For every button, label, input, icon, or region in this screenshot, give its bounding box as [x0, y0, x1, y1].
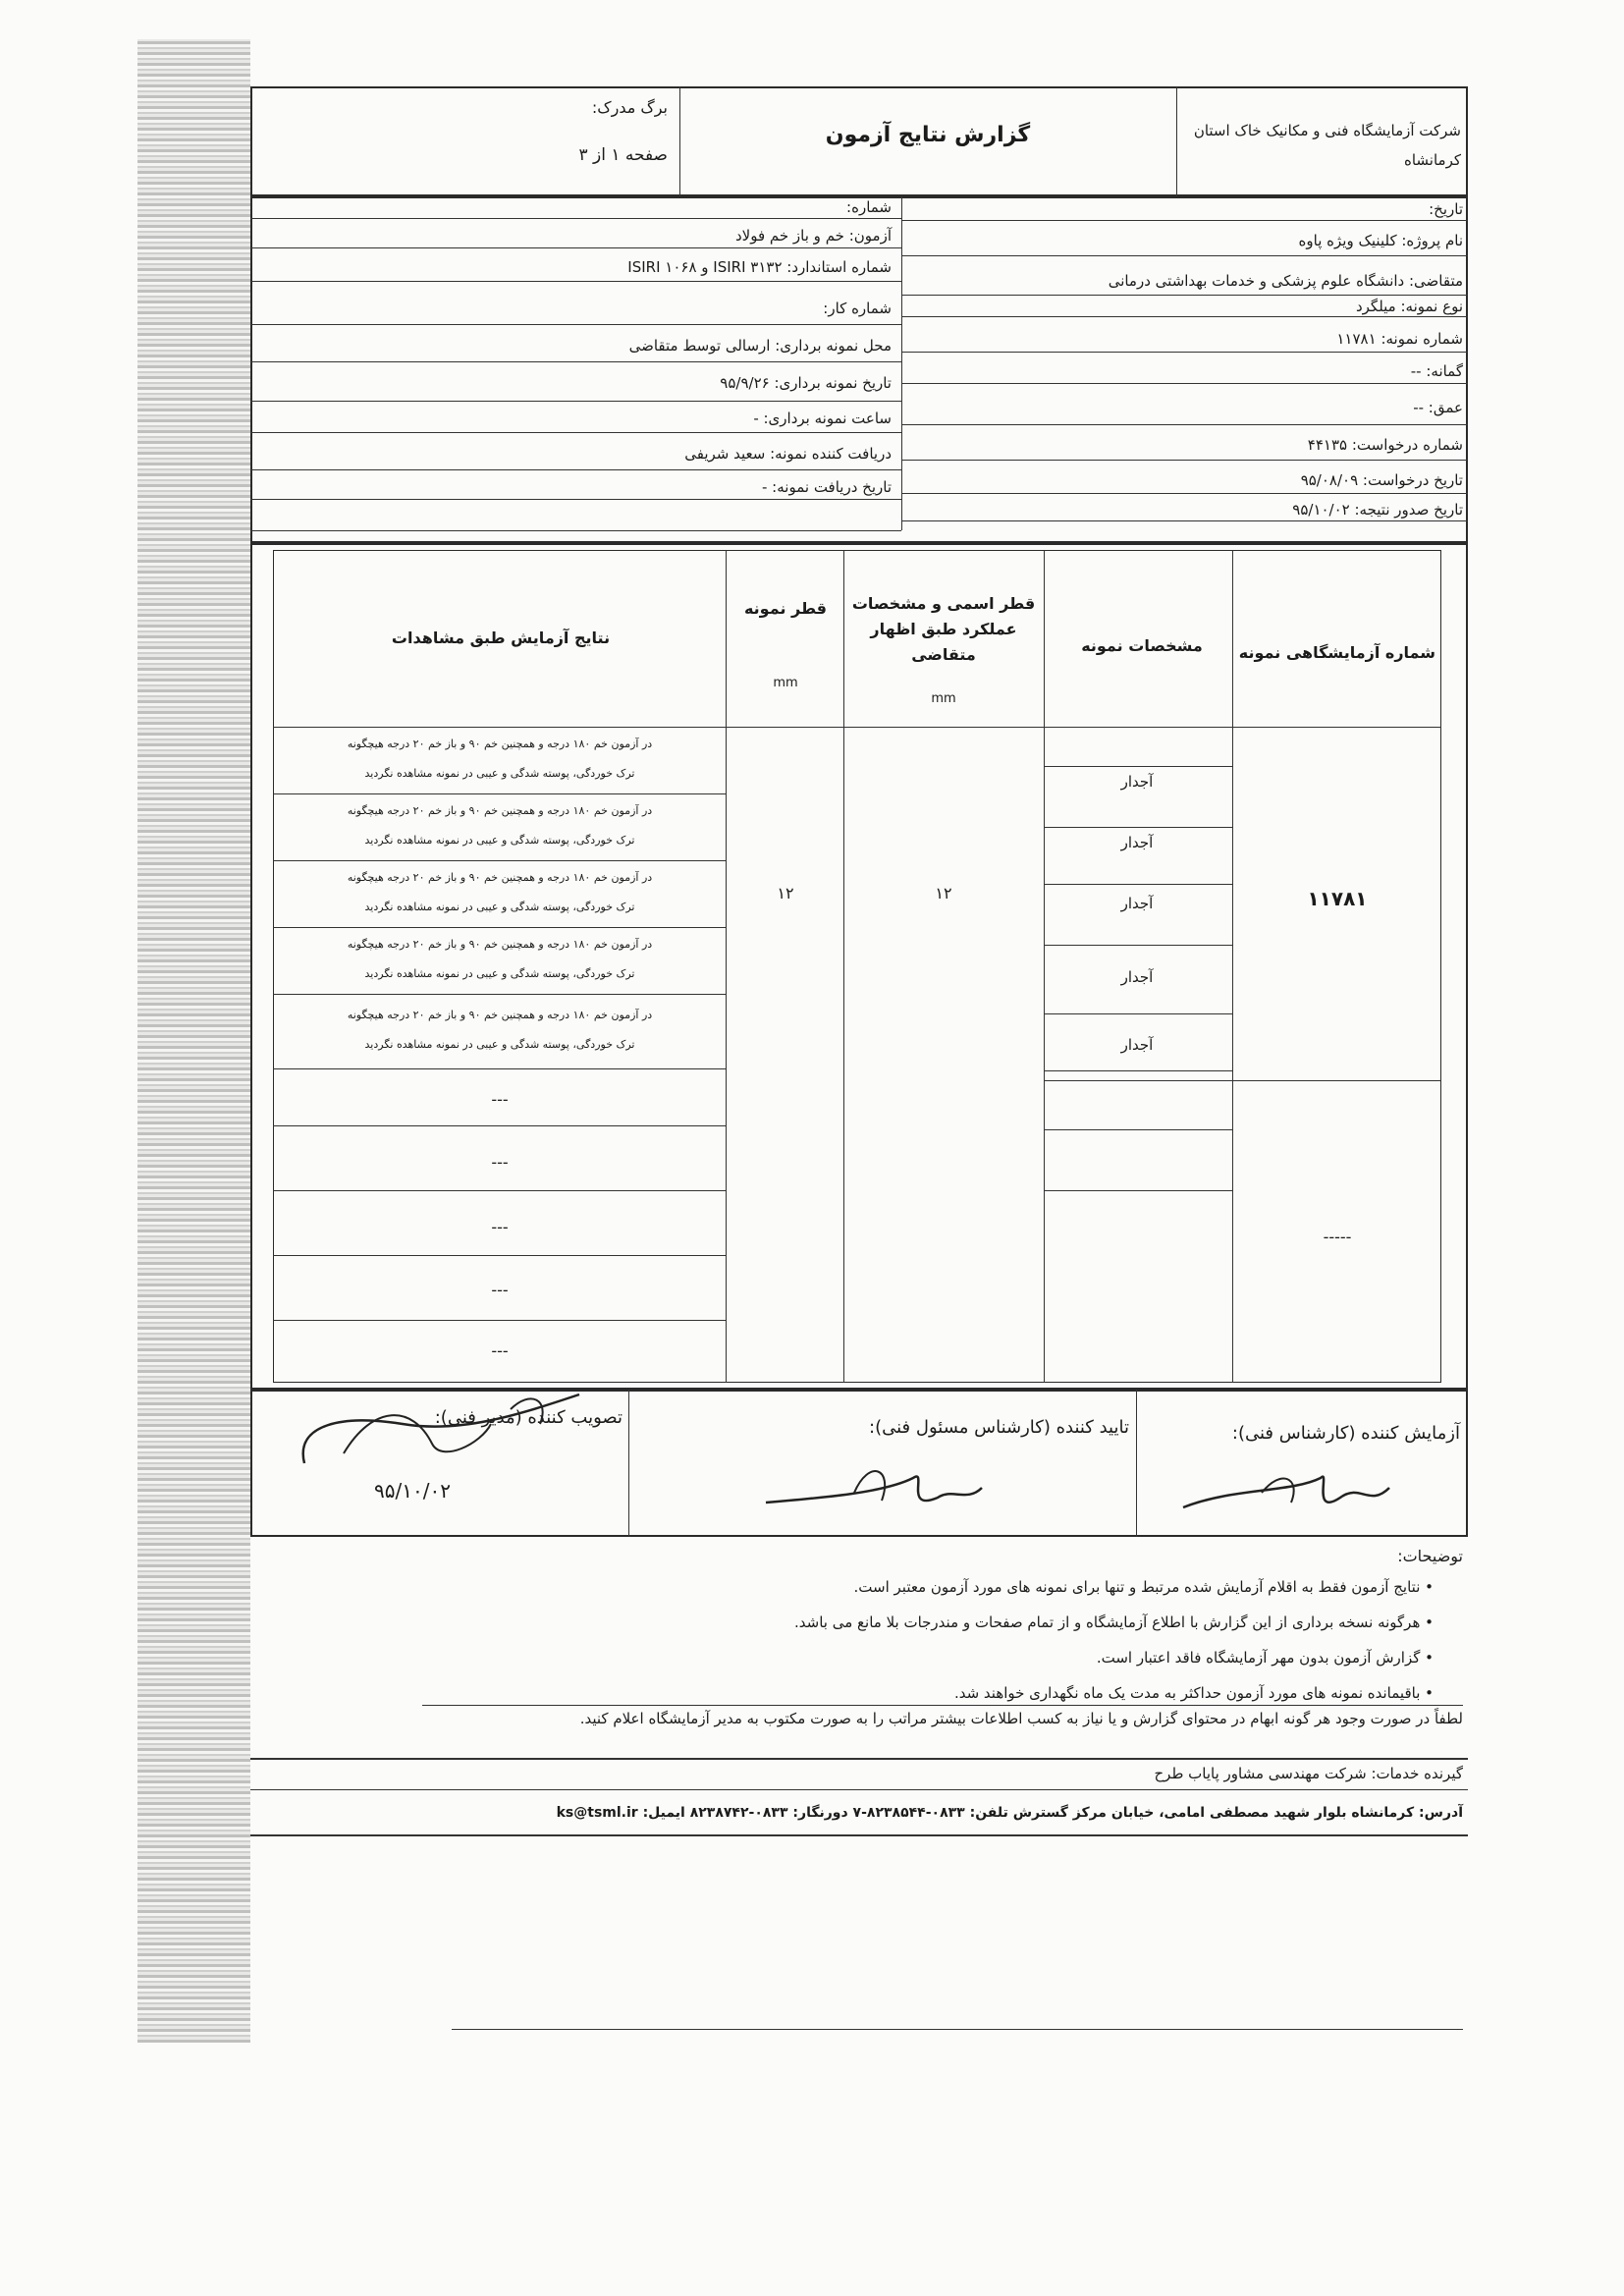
field-number: شماره:	[846, 198, 892, 216]
table-row-result: در آزمون خم ۱۸۰ درجه و همچنین خم ۹۰ و باز خم ۲۰ درجه هیچگونه	[347, 871, 653, 884]
lab-address: آدرس: کرمانشاه بلوار شهید مصطفی امامی، خیابان مرکز گسترش تلفن: ۰۸۳۳-۸۲۳۸۵۴۴-۷ دورنگار: ۰۸۳۳-۸۲۳۸۷۴۲ ایمیل: ks@tsml.ir	[556, 1805, 1463, 1821]
report-title: گزارش نتایج آزمون	[825, 123, 1031, 147]
signature-tester-icon	[1173, 1449, 1399, 1527]
empty-row-mark: ---	[491, 1218, 509, 1236]
nominal-diameter-value: ۱۲	[935, 884, 952, 902]
field-request-number: شماره درخواست: ۴۴۱۳۵	[1307, 436, 1463, 454]
header-lab-number: شماره آزمایشگاهی نمونه	[1238, 643, 1435, 662]
document-code-label: برگ مدرک:	[591, 98, 668, 117]
empty-row-mark: ---	[491, 1090, 509, 1109]
table-row-spec: آجدار	[1120, 968, 1154, 986]
empty-row-mark: ---	[491, 1341, 509, 1360]
notes-footer-note: لطفاً در صورت وجود هر گونه ابهام در محتوای گزارش و یا نیاز به کسب اطلاعات بیشتر مراتب را به صورت مکتوب به مدیر آزمایشگاه اعلام کنید.	[579, 1710, 1463, 1727]
service-recipient: گیرنده خدمات: شرکت مهندسی مشاور پایاب طرح	[1154, 1765, 1463, 1782]
table-row-result: در آزمون خم ۱۸۰ درجه و همچنین خم ۹۰ و باز خم ۲۰ درجه هیچگونه	[347, 1009, 653, 1021]
field-sample-number: شماره نمونه: ۱۱۷۸۱	[1336, 330, 1463, 348]
field-depth: عمق: --	[1413, 399, 1463, 416]
field-applicant: متقاضی: دانشگاه علوم پزشکی و خدمات بهداشتی درمانی	[1108, 272, 1463, 290]
note-item: • باقیمانده نمونه های مورد آزمون حداکثر به مدت یک ماه نگهداری خواهند شد.	[412, 1683, 1434, 1703]
field-receipt-date: تاریخ دریافت نمونه: -	[762, 478, 892, 496]
note-item: • نتایج آزمون فقط به اقلام آزمایش شده مرتبط و تنها برای نمونه های مورد آزمون معتبر است.	[412, 1577, 1434, 1597]
field-issue-date: تاریخ صدور نتیجه: ۹۵/۱۰/۰۲	[1292, 501, 1463, 519]
signature-approver-icon	[756, 1444, 992, 1522]
scan-edge-artifact	[137, 39, 250, 2043]
notes-title: توضیحات:	[1397, 1547, 1463, 1565]
table-row-result: در آزمون خم ۱۸۰ درجه و همچنین خم ۹۰ و باز خم ۲۰ درجه هیچگونه	[347, 738, 653, 750]
field-sample-type: نوع نمونه: میلگرد	[1355, 298, 1463, 315]
field-standard-number: شماره استاندارد: ISIRI ۳۱۳۲ و ISIRI ۱۰۶۸	[627, 258, 892, 276]
field-sampling-time: ساعت نمونه برداری: -	[753, 410, 892, 427]
sample-diameter-value: ۱۲	[777, 884, 794, 902]
table-row-spec: آجدار	[1120, 834, 1154, 851]
field-test: آزمون: خم و باز خم فولاد	[734, 227, 892, 245]
ratifier-label: تصویب کننده (مدیر فنی):	[434, 1407, 623, 1428]
field-sampling-location: محل نمونه برداری: ارسالی توسط متقاضی	[628, 337, 892, 355]
header-nominal-unit: mm	[931, 691, 956, 706]
header-nominal-diameter: قطر اسمی و مشخصات عملکرد طبق اظهار متقاضی	[851, 594, 1036, 664]
header-results: نتایج آزمایش طبق مشاهدات	[391, 629, 611, 647]
field-request-date: تاریخ درخواست: ۹۵/۰۸/۰۹	[1300, 471, 1463, 489]
header-sample-spec: مشخصات نمونه	[1081, 636, 1203, 655]
empty-row-mark: ---	[491, 1153, 509, 1172]
field-sampling-date: تاریخ نمونه برداری: ۹۵/۹/۲۶	[720, 374, 892, 392]
table-row-result: ترک خوردگی، پوسته شدگی و عیبی در نمونه مشاهده نگردید	[364, 1038, 635, 1051]
table-row-spec: آجدار	[1120, 1036, 1154, 1054]
note-item: • هرگونه نسخه برداری از این گزارش با اطلاع آزمایشگاه و از تمام صفحات و مندرجات بلا مانع می باشد.	[412, 1613, 1434, 1632]
table-row-result: ترک خوردگی، پوسته شدگی و عیبی در نمونه مشاهده نگردید	[364, 967, 635, 980]
header-diameter-unit: mm	[773, 676, 798, 690]
lab-number-empty: -----	[1323, 1228, 1352, 1246]
table-row-result: ترک خوردگی، پوسته شدگی و عیبی در نمونه مشاهده نگردید	[364, 767, 635, 780]
field-job-number: شماره کار:	[823, 300, 892, 317]
table-row-result: ترک خوردگی، پوسته شدگی و عیبی در نمونه مشاهده نگردید	[364, 834, 635, 847]
table-row-result: در آزمون خم ۱۸۰ درجه و همچنین خم ۹۰ و باز خم ۲۰ درجه هیچگونه	[347, 804, 653, 817]
field-sample-receiver: دریافت کننده نمونه: سعید شریفی	[684, 445, 892, 463]
header-sample-diameter: قطر نمونه	[743, 599, 828, 618]
lab-number-value: ۱۱۷۸۱	[1307, 887, 1368, 910]
table-row-result: در آزمون خم ۱۸۰ درجه و همچنین خم ۹۰ و باز خم ۲۰ درجه هیچگونه	[347, 938, 653, 951]
signature-ratifier-icon	[285, 1385, 599, 1483]
tester-label: آزمایش کننده (کارشناس فنی):	[1231, 1423, 1460, 1444]
signature-date: ۹۵/۱۰/۰۲	[374, 1479, 451, 1503]
empty-row-mark: ---	[491, 1281, 509, 1299]
company-name: شرکت آزمایشگاه فنی و مکانیک خاک استان کرمانشاه	[1193, 122, 1461, 169]
field-project-name: نام پروژه: کلینیک ویژه پاوه	[1298, 232, 1463, 249]
field-date: تاریخ:	[1429, 200, 1463, 218]
table-row-spec: آجدار	[1120, 895, 1154, 912]
page-number: صفحه ۱ از ۳	[578, 145, 668, 165]
table-row-spec: آجدار	[1120, 773, 1154, 791]
note-item: • گزارش آزمون بدون مهر آزمایشگاه فاقد اعتبار است.	[412, 1648, 1434, 1667]
field-borehole: گمانه: --	[1410, 362, 1463, 380]
table-row-result: ترک خوردگی، پوسته شدگی و عیبی در نمونه مشاهده نگردید	[364, 901, 635, 913]
approver-label: تایید کننده (کارشناس مسئول فنی):	[869, 1417, 1129, 1438]
